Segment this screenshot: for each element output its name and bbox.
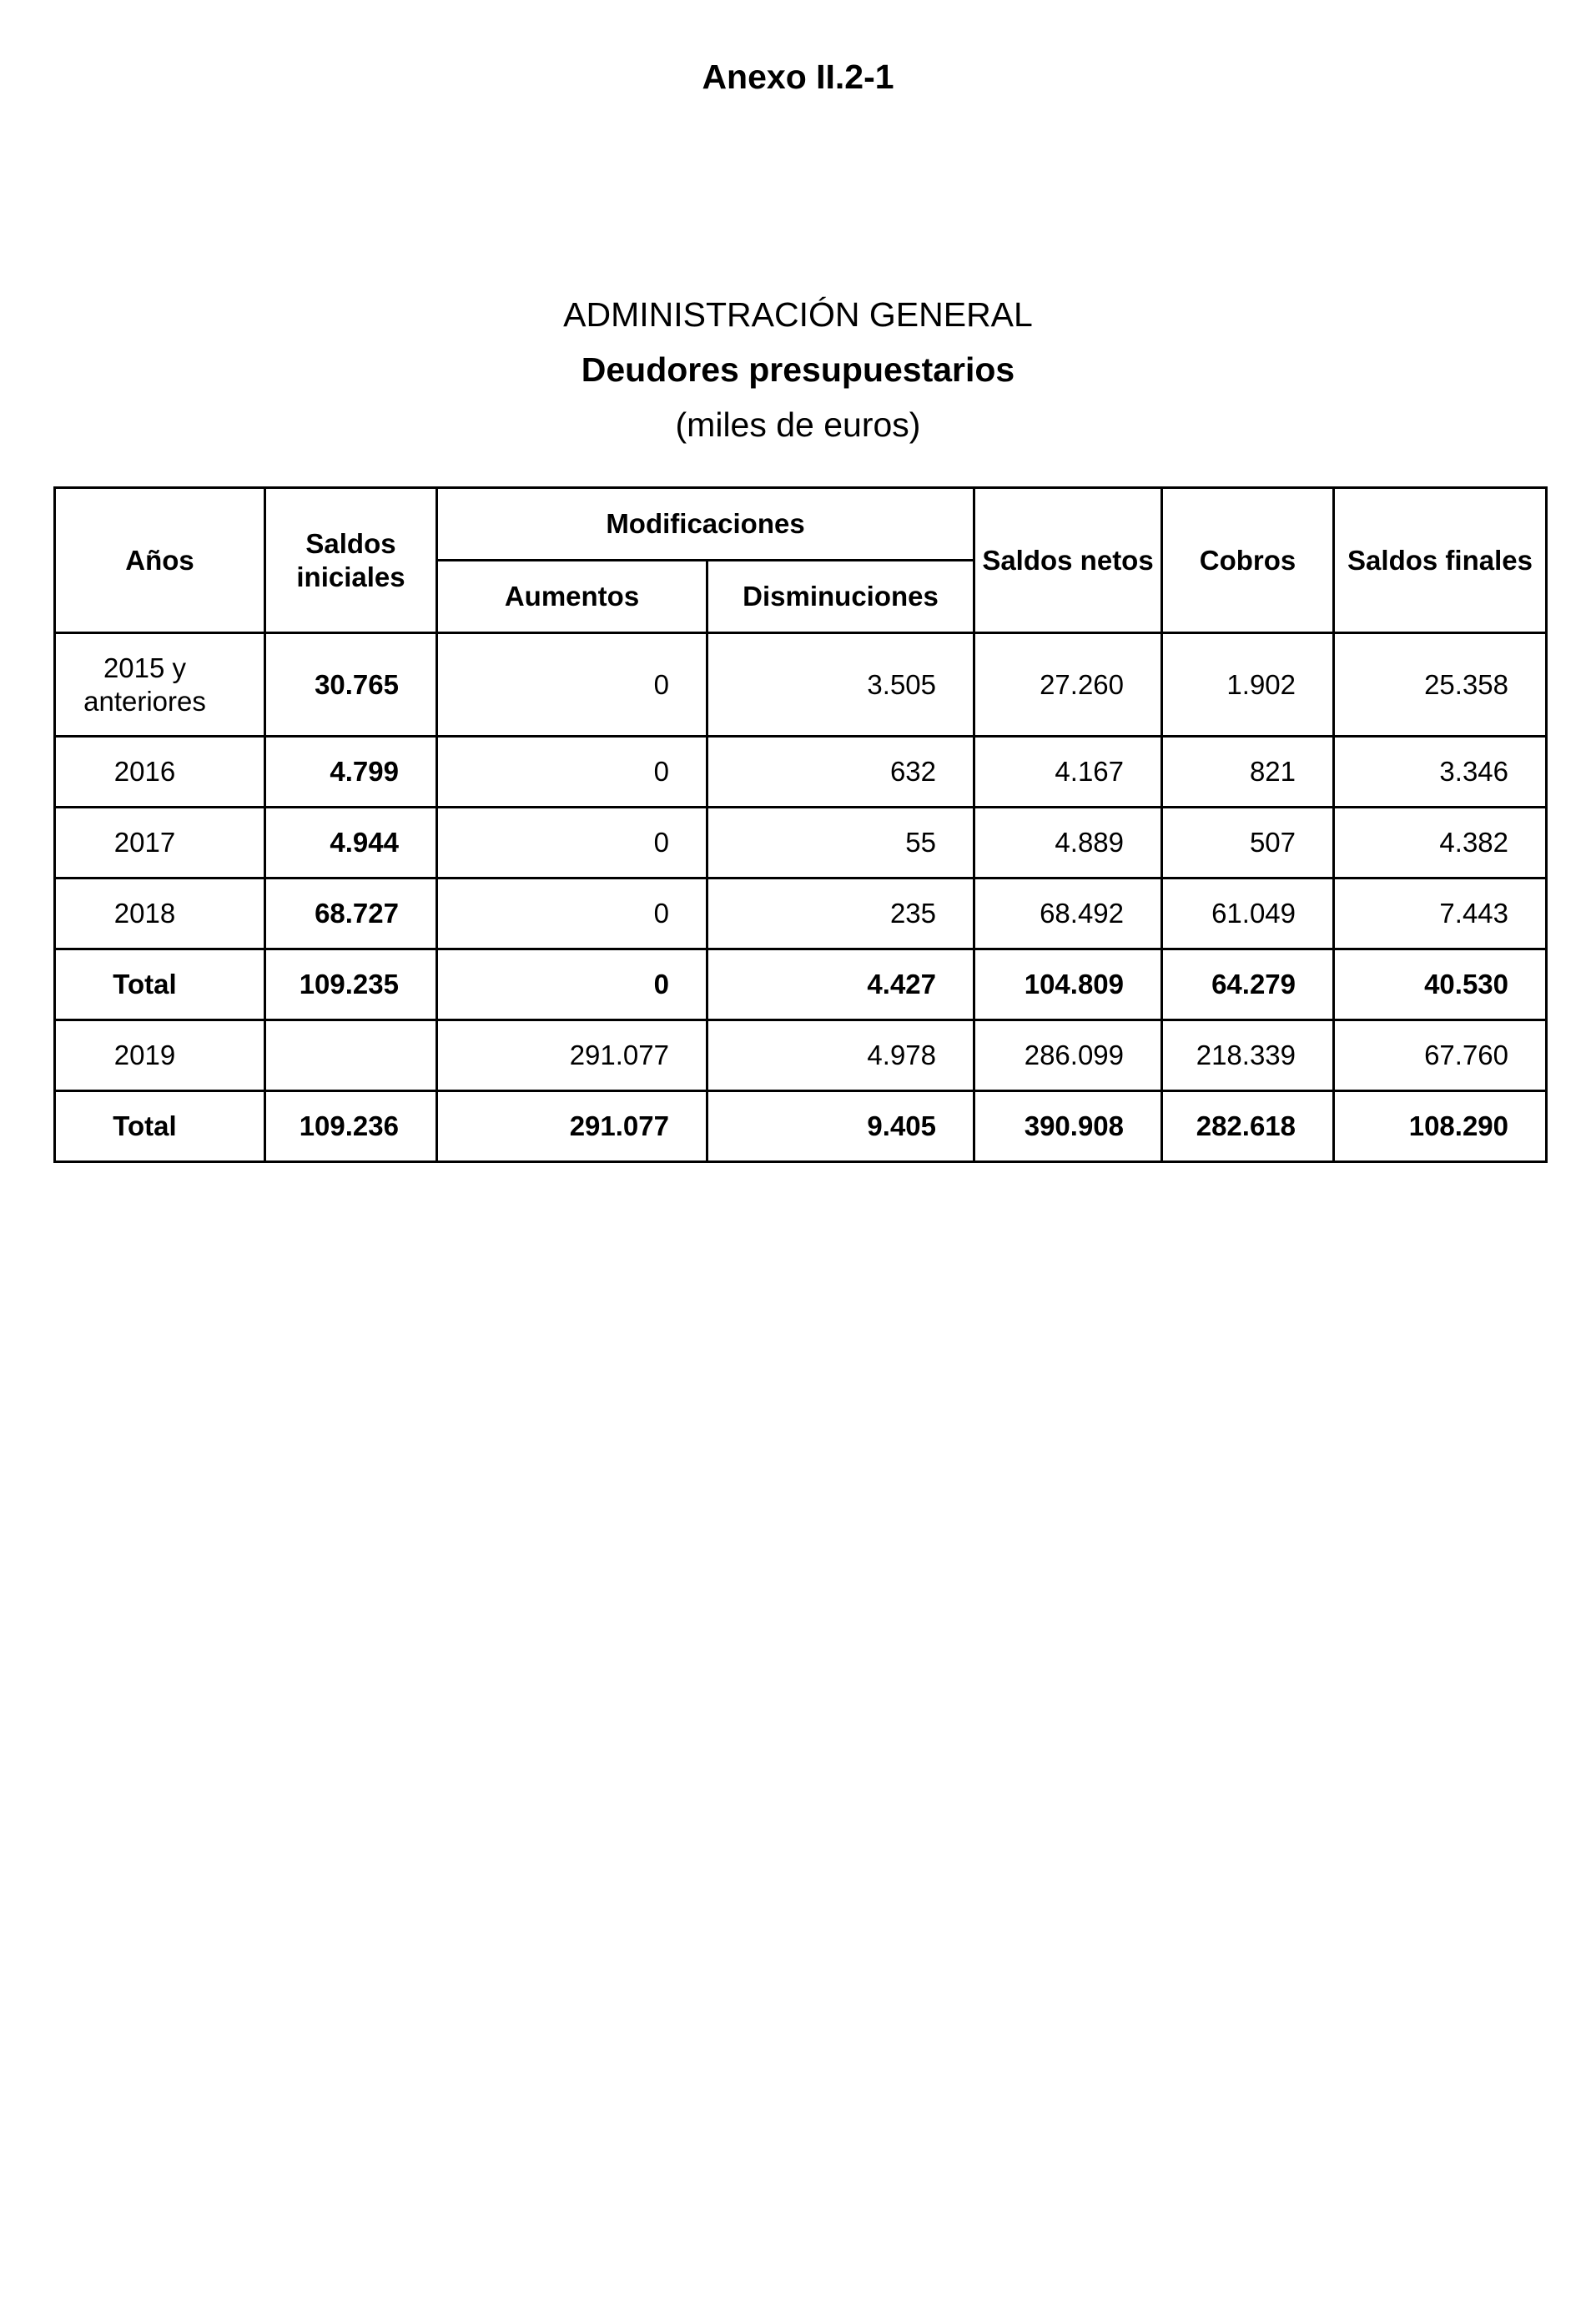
cell-cobros: 507 (1162, 808, 1334, 879)
header-aumentos: Aumentos (437, 561, 707, 633)
cell-saldos-iniciales (265, 1020, 437, 1091)
cell-saldos-finales: 40.530 (1334, 949, 1547, 1020)
header-saldos-finales: Saldos finales (1334, 488, 1547, 633)
cell-aumentos: 0 (437, 737, 707, 808)
entity-name: ADMINISTRACIÓN GENERAL (563, 295, 1033, 334)
cell-disminuciones: 632 (707, 737, 974, 808)
cell-aumentos: 0 (437, 949, 707, 1020)
cell-saldos-netos: 68.492 (974, 879, 1162, 949)
table-row (55, 808, 1547, 879)
header-saldos-iniciales: Saldos iniciales (265, 488, 437, 633)
annex-title: Anexo II.2-1 (702, 58, 894, 96)
cell-aumentos: 0 (437, 879, 707, 949)
report-heading (0, 287, 1596, 452)
cell-saldos-finales: 4.382 (1334, 808, 1547, 879)
cell-saldos-iniciales: 68.727 (265, 879, 437, 949)
cell-disminuciones: 4.427 (707, 949, 974, 1020)
cell-saldos-iniciales: 30.765 (265, 633, 437, 737)
cell-saldos-iniciales: 109.236 (265, 1091, 437, 1162)
total-row (55, 1091, 1547, 1162)
cell-saldos-finales: 67.760 (1334, 1020, 1547, 1091)
subtotal-row (55, 949, 1547, 1020)
cell-saldos-netos: 4.889 (974, 808, 1162, 879)
cell-saldos-netos: 286.099 (974, 1020, 1162, 1091)
header-row (55, 488, 1547, 561)
table-row (55, 879, 1547, 949)
table-header (55, 488, 1547, 633)
cell-aumentos: 291.077 (437, 1020, 707, 1091)
units-note: (miles de euros) (675, 405, 921, 444)
header-disminuciones: Disminuciones (707, 561, 974, 633)
cell-year: 2019 (55, 1020, 265, 1091)
cell-year: Total (55, 949, 265, 1020)
cell-year: 2016 (55, 737, 265, 808)
cell-saldos-netos: 104.809 (974, 949, 1162, 1020)
cell-saldos-netos: 27.260 (974, 633, 1162, 737)
cell-saldos-netos: 4.167 (974, 737, 1162, 808)
cell-saldos-iniciales: 109.235 (265, 949, 437, 1020)
table-row (55, 633, 1547, 737)
cell-cobros: 282.618 (1162, 1091, 1334, 1162)
cell-disminuciones: 235 (707, 879, 974, 949)
header-saldos-netos: Saldos netos (974, 488, 1162, 633)
cell-year: 2018 (55, 879, 265, 949)
cell-year: 2017 (55, 808, 265, 879)
cell-aumentos: 0 (437, 808, 707, 879)
table-row (55, 737, 1547, 808)
header-anos: Años (55, 488, 265, 633)
cell-cobros: 1.902 (1162, 633, 1334, 737)
cell-saldos-finales: 108.290 (1334, 1091, 1547, 1162)
cell-cobros: 61.049 (1162, 879, 1334, 949)
cell-saldos-finales: 25.358 (1334, 633, 1547, 737)
cell-cobros: 821 (1162, 737, 1334, 808)
cell-aumentos: 0 (437, 633, 707, 737)
cell-cobros: 64.279 (1162, 949, 1334, 1020)
cell-disminuciones: 55 (707, 808, 974, 879)
cell-saldos-iniciales: 4.799 (265, 737, 437, 808)
cell-cobros: 218.339 (1162, 1020, 1334, 1091)
cell-saldos-iniciales: 4.944 (265, 808, 437, 879)
cell-year: 2015 y anteriores (55, 633, 265, 737)
cell-saldos-finales: 3.346 (1334, 737, 1547, 808)
cell-disminuciones: 4.978 (707, 1020, 974, 1091)
cell-disminuciones: 3.505 (707, 633, 974, 737)
report-subject: Deudores presupuestarios (581, 350, 1015, 389)
header-modificaciones: Modificaciones (437, 488, 974, 561)
header-cobros: Cobros (1162, 488, 1334, 633)
cell-disminuciones: 9.405 (707, 1091, 974, 1162)
cell-aumentos: 291.077 (437, 1091, 707, 1162)
debtors-table (53, 486, 1548, 1163)
table-row (55, 1020, 1547, 1091)
cell-saldos-netos: 390.908 (974, 1091, 1162, 1162)
cell-year: Total (55, 1091, 265, 1162)
cell-saldos-finales: 7.443 (1334, 879, 1547, 949)
table-body (55, 633, 1547, 1162)
